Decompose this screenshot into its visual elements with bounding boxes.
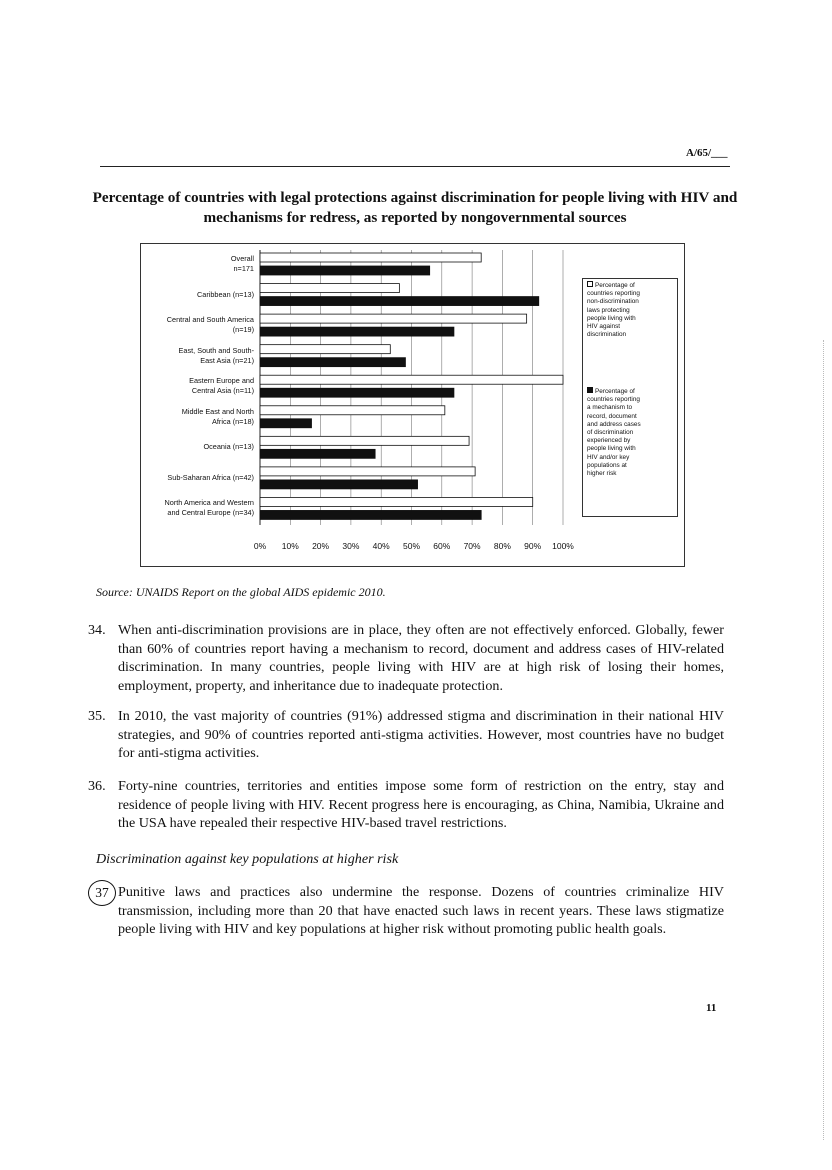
paragraph-number: 34.	[88, 622, 106, 638]
document-symbol: A/65/___	[686, 147, 728, 159]
chart-legend	[582, 278, 678, 517]
bar-laws	[260, 284, 399, 293]
bar-laws	[260, 436, 469, 445]
paragraph-36: Forty-nine countries, territories and entities impose some form of restriction on the entry, stay and residence of people living with HIV. Recent progress here is encouraging, as China, Namibia, Ukraine and the USA have repealed their respective HIV-based travel restrictions.	[118, 778, 724, 831]
paragraph-35: In 2010, the vast majority of countries (91%) addressed stigma and discrimination in their national HIV strategies, and 90% of countries reported anti-stigma activities. However, most countries have no budget for anti-stigma activities.	[118, 708, 724, 761]
legend-item-laws: Percentage of countries reporting non-discrimination laws protecting people living with HIV against discrimination	[587, 282, 640, 339]
bar-mechanism	[260, 266, 430, 275]
bar-mechanism	[260, 449, 375, 458]
y-axis-category-label: North America and Western and Central Europe (n=34)	[164, 498, 254, 518]
bar-mechanism	[260, 388, 454, 397]
bar-mechanism	[260, 297, 539, 306]
x-axis-tick-label: 90%	[524, 541, 542, 551]
y-axis-category-label: Sub-Saharan Africa (n=42)	[167, 472, 254, 482]
legend-swatch-filled	[587, 387, 593, 393]
bar-laws	[260, 497, 533, 506]
x-axis-tick-label: 0%	[253, 541, 267, 551]
bar-mechanism	[260, 510, 481, 519]
paragraph-37: Punitive laws and practices also undermine the response. Dozens of countries criminalize HIV transmission, including more than 20 that have enacted such laws in recent years. These laws stigmatize people living with HIV and key populations at higher risk without promoting public health goals.	[118, 884, 724, 937]
y-axis-category-label: Central and South America (n=19)	[166, 315, 254, 335]
x-axis-tick-label: 100%	[552, 541, 574, 551]
y-axis-category-label: Oceania (n=13)	[203, 442, 254, 452]
paragraph-34: When anti-discrimination provisions are in place, they often are not effectively enforced. Globally, fewer than 60% of countries report having a mechanism to record, document and address cases of HIV-related discrimination. In many countries, people living with HIV are at high risk of losing their homes, employment, property, and inheritance due to inadequate protection.	[118, 622, 724, 694]
circled-paragraph-number: 37	[88, 880, 116, 906]
bar-mechanism	[260, 358, 405, 367]
bar-laws	[260, 375, 563, 384]
bar-laws	[260, 467, 475, 476]
figure-source: Source: UNAIDS Report on the global AIDS epidemic 2010.	[96, 585, 386, 599]
x-axis-tick-label: 70%	[463, 541, 481, 551]
y-axis-category-label: Overall n=171	[230, 254, 254, 273]
scan-edge	[823, 340, 824, 1140]
x-axis-tick-label: 50%	[402, 541, 420, 551]
x-axis-tick-label: 60%	[433, 541, 451, 551]
x-axis-tick-label: 20%	[312, 541, 330, 551]
section-subheading: Discrimination against key populations at higher risk	[96, 851, 399, 867]
bar-mechanism	[260, 419, 312, 428]
y-axis-category-label: Middle East and North Africa (n=18)	[181, 406, 254, 426]
y-axis-category-label: East, South and South- East Asia (n=21)	[178, 345, 254, 365]
legend-swatch-open	[587, 281, 593, 287]
x-axis-tick-label: 10%	[281, 541, 299, 551]
y-axis-category-label: Eastern Europe and Central Asia (n=11)	[189, 376, 254, 396]
paragraph-number: 36.	[88, 778, 106, 794]
bar-laws	[260, 253, 481, 262]
bar-laws	[260, 406, 445, 415]
bar-mechanism	[260, 327, 454, 336]
page-number: 11	[706, 1002, 717, 1014]
legend-item-mechanism: Percentage of countries reporting a mechanism to record, document and address cases of discrimination experienced by people living with HIV and/or key populations at higher risk	[587, 388, 641, 478]
paragraph-number: 35.	[88, 708, 106, 724]
x-axis-tick-label: 40%	[372, 541, 390, 551]
y-axis-category-label: Caribbean (n=13)	[197, 289, 254, 299]
bar-laws	[260, 345, 390, 354]
x-axis-tick-label: 30%	[342, 541, 360, 551]
figure-title: Percentage of countries with legal protections against discrimination for people living with HIV and mechanisms for redress, as reported by nongovernmental sources	[92, 189, 738, 226]
bar-mechanism	[260, 480, 418, 489]
x-axis-tick-label: 80%	[493, 541, 511, 551]
bar-laws	[260, 314, 527, 323]
